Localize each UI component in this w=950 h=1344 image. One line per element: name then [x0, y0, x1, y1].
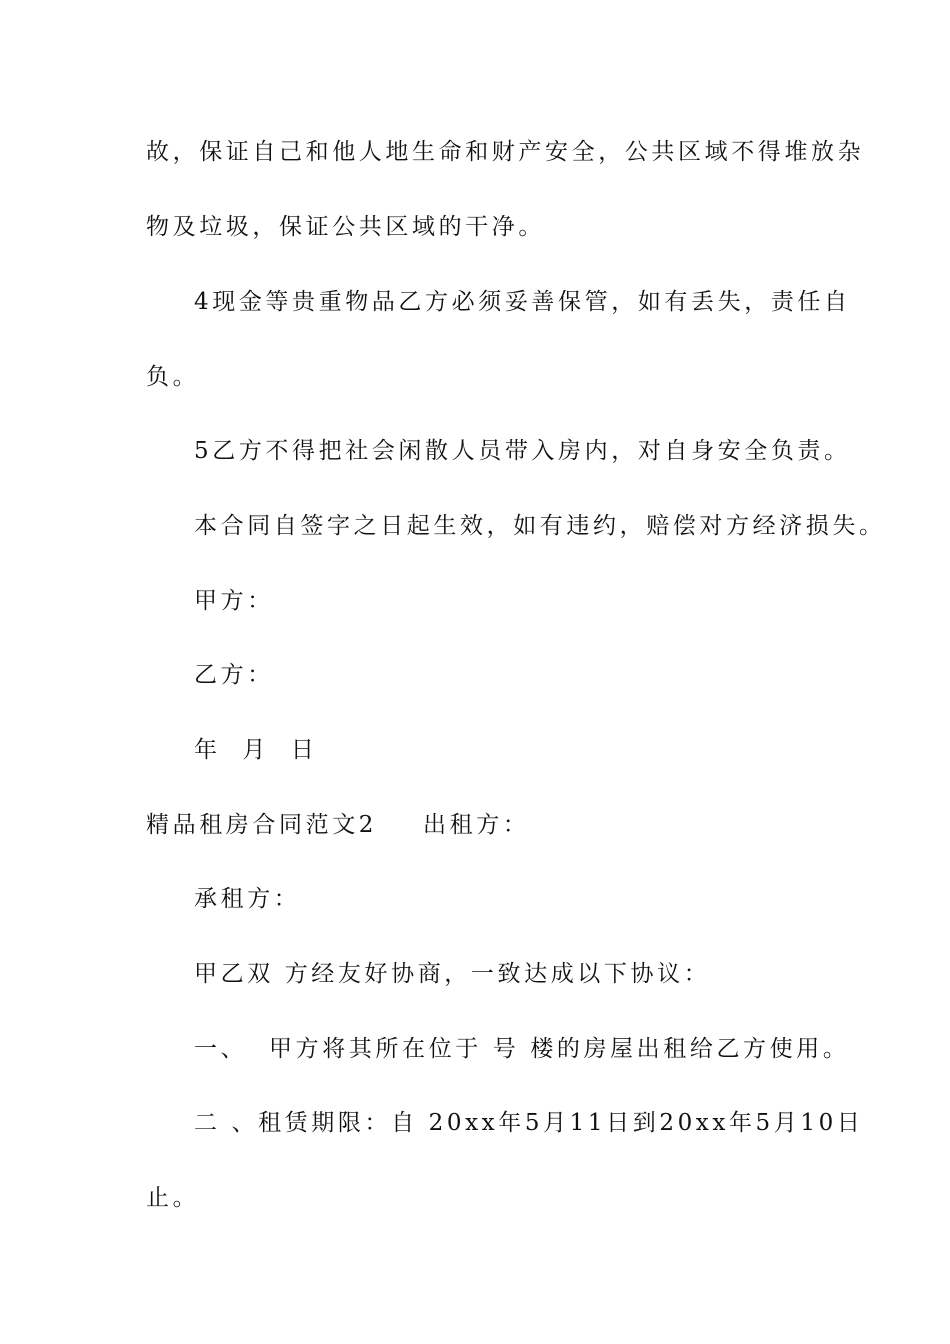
paragraph-line: 故，保证自己和他人地生命和财产安全，公共区域不得堆放杂	[146, 139, 865, 165]
clause-two: 二 、租赁期限：自 20xx年5月11日到20xx年5月10日	[194, 1110, 864, 1136]
signature-date: 年 月 日	[194, 737, 318, 763]
lessee-label: 承租方：	[194, 886, 301, 912]
paragraph-line: 负。	[146, 364, 200, 390]
signature-party-b: 乙方：	[194, 662, 274, 688]
paragraph-line: 本合同自签字之日起生效，如有违约，赔偿对方经济损失。	[194, 513, 886, 539]
paragraph-line: 物及垃圾，保证公共区域的干净。	[146, 214, 545, 240]
section-heading: 精品租房合同范文2	[146, 812, 378, 838]
paragraph-line: 止。	[146, 1185, 200, 1211]
clause-one: 一、 甲方将其所在位于 号 楼的房屋出租给乙方使用。	[194, 1036, 850, 1062]
paragraph-line: 4现金等贵重物品乙方必须妥善保管，如有丢失，责任自	[194, 289, 851, 315]
paragraph-line: 5乙方不得把社会闲散人员带入房内，对自身安全负责。	[194, 438, 851, 464]
paragraph-line: 甲乙双 方经友好协商，一致达成以下协议：	[194, 961, 711, 987]
signature-party-a: 甲方：	[194, 588, 274, 614]
section-heading-line	[146, 810, 816, 840]
lessor-label: 出租方：	[423, 812, 530, 838]
